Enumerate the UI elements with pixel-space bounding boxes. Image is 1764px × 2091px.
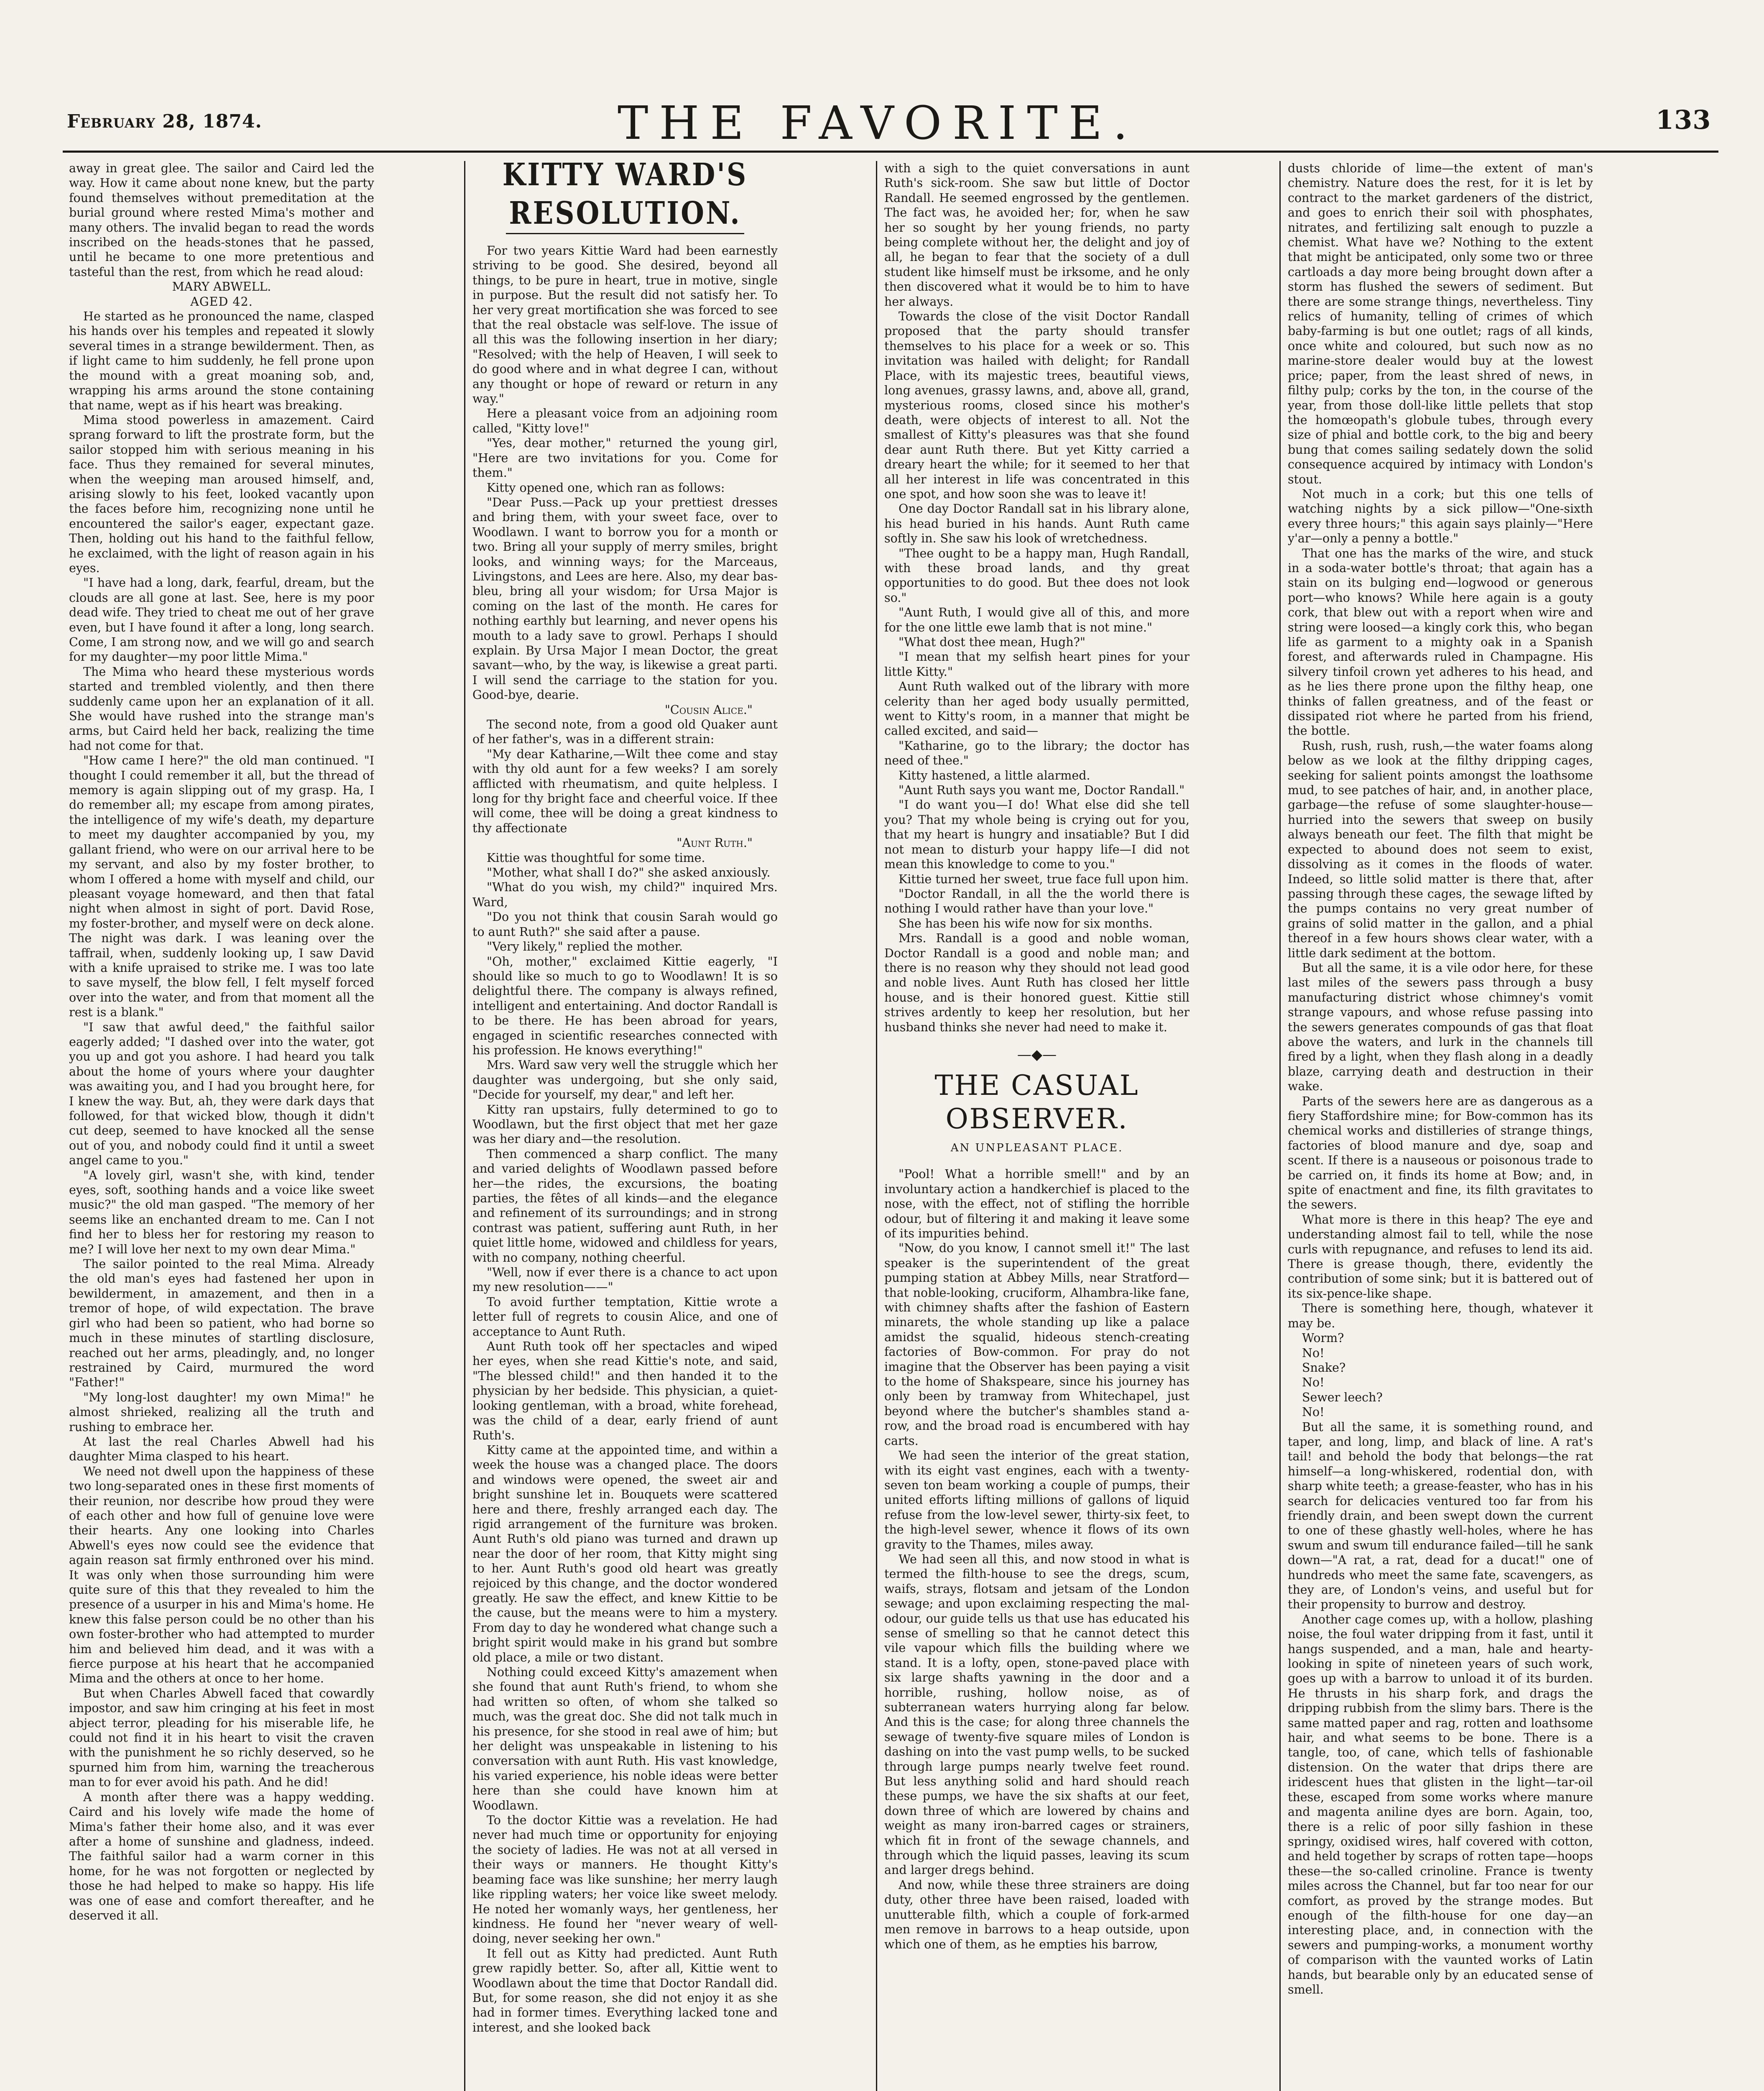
paragraph: "How came I here?" the old man continued. "I thought I could remember it all, but the thread of memory is again slipping out of my grasp. Ha, I do remember all; my escape from among pirates, the intelligence of my wife's death, my departure to meet my daughter accompanied by you, my gallant friend, who were on our arrival here to be my servant, and also by my foster brother, to whom I offered a home with myself and child, our pleasant voyage homeward, and then that fatal night when almost in sight of port. David Rose, my foster-brother, and myself were on deck alone. The night was dark. I was leaning over the taffrail, when, suddenly looking up, I saw David with a knife upraised to strike me. I was too late to save myself, the blow fell, I felt myself forced over into the water, and from that moment all the rest is a blank.": [69, 754, 374, 1020]
dialogue-line: Sewer leech?: [1302, 1390, 1383, 1404]
paragraph: We had seen all this, and now stood in what is termed the filth-house to see the dregs, scum, waifs, strays, flotsam and jetsam of the London sewage; and upon exclaiming respecting the mal-odour, our guide tells us that use has educated his sense of smelling so that he cannot detect this vile vapour which fills the building where we stand. It is a lofty, open, stone-paved place with six large shafts yawning in the door and a horrible, rushing, hollow noise, as of subterranean waters hurrying along far below. And this is the case; for along three channels the sewage of twenty-five square miles of London is dashing on into the vast pump wells, to be sucked through large pumps nearly twelve feet round. But less anything solid and hard should reach these pumps, we have the six shafts at our feet, down three of which are lowered by chains and weight as many iron-barred cages or strainers, which fit in front of the sewage channels, and through which the liquid passes, leaving its scum and larger dregs behind.: [884, 1552, 1190, 1877]
epitaph-name: MARY ABWELL.: [172, 280, 271, 294]
subhead-text: AN UNPLEASANT PLACE.: [950, 1141, 1123, 1154]
story-title: KITTY WARD'S RESOLUTION.: [502, 161, 748, 232]
paragraph: A month after there was a happy wedding. Caird and his lovely wife made the home of Mima's father their home also, and it was ever after a home of sunshine and gladness, indeed. The faithful sailor had a warm corner in this home, for he was not forgotten or neglected by those he had helped to make so happy. His life was one of ease and comfort thereafter, and he deserved it all.: [69, 1790, 374, 1922]
paragraph: Kitty ran upstairs, fully determined to go to Woodlawn, but the first object that met her gaze was her diary and—the resolution.: [472, 1102, 778, 1146]
paragraph: Then commenced a sharp conflict. The many and varied delights of Woodlawn passed before her—the rides, the excursions, the boating parties, the fêtes of all kinds—and the elegance and refinement of its surroundings; and in strong contrast was patient, suffering aunt Ruth, in her quiet little home, widowed and childless for years, with no company, nothing cheerful.: [472, 1147, 778, 1265]
paragraph: What more is there in this heap? The eye and understanding almost fail to tell, while the nose curls with repugnance, and refuses to lend its aid. There is grease though, there, evidently the contribution of some sink; but it is battered out of its six-pence-like shape.: [1288, 1212, 1593, 1301]
column-divider: [464, 161, 465, 2091]
paragraph: "Do you not think that cousin Sarah would go to aunt Ruth?" she said after a pause.: [472, 910, 778, 939]
paragraph: away in great glee. The sailor and Caird led the way. How it came about none knew, but the party found themselves without premeditation at the burial ground where rested Mima's mother and many others. The invalid began to read the words inscribed on the heads-stones that he passed, until he became to one more pretentious and tasteful than the rest, from which he read aloud:: [69, 161, 374, 279]
issue-date: February 28, 1874.: [67, 111, 262, 132]
paragraph: But all the same, it is a vile odor here, for these last miles of the sewers pass through a busy manufacturing district whose chimney's vomit strange vapours, and whose refuse passing into the sewers generates compounds of gas that float above the waters, and lurk in the channels till fired by a light, when they flash along in a deadly blaze, carrying death and destruction in their wake.: [1288, 961, 1593, 1094]
section-ornament: —◆—: [1017, 1046, 1057, 1063]
paragraph: "I mean that my selfish heart pines for your little Kitty.": [884, 650, 1190, 679]
paragraph: Kitty opened one, which ran as follows:: [487, 481, 725, 495]
paragraph: "Thee ought to be a happy man, Hugh Randall, with these broad lands, and thy great opportunities to do good. But thee does not look so.": [884, 546, 1190, 605]
paragraph: Mrs. Ward saw very well the struggle which her daughter was undergoing, but she only said, "Decide for yourself, my dear," and left her.: [472, 1058, 778, 1102]
paragraph: The Mima who heard these mysterious words started and trembled violently, and then there suddenly came upon her an explanation of it all. She would have rushed into the strange man's arms, but Caird held her back, realizing the time had not come for that.: [69, 665, 374, 753]
title-rule: [506, 233, 744, 234]
paragraph: "Aunt Ruth, I would give all of this, and more for the one little ewe lamb that is not mine.": [884, 606, 1190, 634]
column-1: [69, 161, 374, 2091]
paragraph: The second note, from a good old Quaker aunt of her father's, was in a different strain:: [472, 718, 778, 746]
paragraph: "I do want you—I do! What else did she tell you? That my whole being is crying out for you, that my heart is hungry and insatiable? But I did not mean to disturb your happy life—I did not mean this knowledge to come to you.": [884, 798, 1190, 872]
paragraph: But when Charles Abwell faced that cowardly impostor, and saw him cringing at his feet in most abject terror, pleading for his miserable life, he could not find it in his heart to visit the craven with the punishment he so richly deserved, so he spurned him from him, warning the treacherous man to for ever avoid his path. And he did!: [69, 1686, 374, 1789]
paragraph: Aunt Ruth walked out of the library with more celerity than her aged body usually permitted, went to Kitty's room, in a manner that might be called excited, and said—: [884, 680, 1190, 738]
paragraph: "Oh, mother," exclaimed Kittie eagerly, "I should like so much to go to Woodlawn! It is so delightful there. The company is always refined, intelligent and entertaining. And doctor Randall is to be there. He has been abroad for years, engaged in scientific researches connected with his profession. He knows everything!": [472, 954, 778, 1057]
paragraph: "What do you wish, my child?" inquired Mrs. Ward,: [472, 880, 778, 909]
paragraph: At last the real Charles Abwell had his daughter Mima clasped to his heart.: [69, 1434, 374, 1464]
paragraph: "My long-lost daughter! my own Mima!" he almost shrieked, realizing all the truth and rushing to embrace her.: [69, 1390, 374, 1434]
paragraph: "Doctor Randall, in all the the world there is nothing I would rather have than your love.": [884, 887, 1190, 916]
letter-text: "Dear Puss.—Pack up your prettiest dresses and bring them, with your sweet face, over to Woodlawn. I want to borrow you for a month or two. Bring all your supply of merry smiles, bright looks, and winning ways; for the Marceaus, Livingstons, and Lees are here. Also, my dear bas-bleu, bring all your wisdom; for Ursa Major is coming on the last of the month. He cares for nothing earthly but learning, and never opens his mouth to a lady save to growl. Perhaps I should explain. By Ursa Major I mean Doctor, the great savant—who, by the way, is likewise a great parti. I will send the carriage to the station for you. Good-bye, dearie.: [472, 495, 778, 702]
paragraph: "Mother, what shall I do?" she asked anxiously.: [487, 866, 771, 880]
paragraph: "I have had a long, dark, fearful, dream, but the clouds are all gone at last. See, here is my poor dead wife. They tried to cheat me out of her grave even, but I have found it after a long, long search. Come, I am strong now, and we will go and search for my daughter—my poor little Mima.": [69, 576, 374, 664]
paragraph: There is something here, though, whatever it may be.: [1288, 1301, 1593, 1330]
paragraph: "Yes, dear mother," returned the young girl, "Here are two invitations for you. Come for them.": [472, 436, 778, 480]
paragraph: "Now, do you know, I cannot smell it!" The last speaker is the superintendent of the great pumping station at Abbey Mills, near Stratford—that noble-looking, cruciform, Alhambra-like fane, with chimney shafts after the fashion of Eastern minarets, the whole standing up like a palace amidst the squalid, hideous stench-creating factories of Bow-common. For pray do not imagine that the Observer has been paying a visit to the home of Shakspeare, since his journey has only been by tramway from Whitechapel, just beyond where the butcher's shambles stand a-row, and the broad road is encumbered with hay carts.: [884, 1241, 1190, 1448]
paragraph: Kitty hastened, a little alarmed.: [899, 768, 1090, 782]
paragraph: Rush, rush, rush, rush,—the water foams along below as we look at the filthy dripping cages, seeking for salient points amongst the loathsome mud, to see patches of hair, and, in another place, garbage—the refuse of some slaughter-house—hurried into the sewers that sweep on busily always beneath our feet. The filth that might be expected to abound does not seem to exist, dissolving as it comes in the floods of water. Indeed, so little solid matter is there that, after passing through these cages, the sewage lifted by the pumps contains no very great number of grains of solid matter in the gallon, and a phial thereof in a few hours shows clear water, with a little dark sediment at the bottom.: [1288, 739, 1593, 960]
masthead-title: THE FAVORITE.: [618, 96, 1139, 150]
paragraph: Kittie was thoughtful for some time.: [487, 851, 705, 865]
paragraph: Nothing could exceed Kitty's amazement when she found that aunt Ruth's friend, to whom she had written so often, of whom she talked so much, was the great doc. She did not talk much in his presence, for she stood in real awe of him; but her delight was unspeakable in listening to his conversation with aunt Ruth. His vast knowledge, his varied experience, his noble ideas were better here than she could have known him at Woodlawn.: [472, 1665, 778, 1812]
epitaph-age: AGED 42.: [190, 294, 253, 309]
column-3: [884, 161, 1190, 2091]
paragraph: It fell out as Kitty had predicted. Aunt Ruth grew rapidly better. So, after all, Kittie went to Woodlawn about the time that Doctor Randall did. But, for some reason, she did not enjoy it as she had in former times. Everything lacked tone and interest, and she looked back: [472, 1946, 778, 2035]
column-divider: [876, 161, 877, 2091]
paragraph: "Very likely," replied the mother.: [487, 940, 683, 954]
paragraph: And now, while these three strainers are doing duty, other three have been raised, loaded with unutterable filth, which a couple of fork-armed men remove in barrows to a heap outside, upon which one of them, as he empties his barrow,: [884, 1878, 1190, 1951]
paragraph: Another cage comes up, with a hollow, plashing noise, the foul water dripping from it fast, until it hangs suspended, and a man, hale and hearty-looking in spite of nineteen years of such work, goes up with a barrow to unload it of its burden. He thrusts in his sharp fork, and drags the dripping rubbish from the slimy bars. There is the same matted paper and rag, rotten and loathsome hair, and what seems to be bone. There is a tangle, too, of cane, which tells of fashionable distension. On the water that drips there are iridescent hues that glisten in the light—tar-oil these, escaped from some works where manure and magenta aniline dyes are born. Again, too, there is a relic of poor silly fashion in these springy, oxidised wires, half covered with cotton, and held together by scraps of rotten tape—hoops these—the so-called crinoline. France is twenty miles across the Channel, but far too near for our comfort, as proved by the strange modes. But enough of the filth-house for one day—an interesting place, and, in connection with the sewers and pumping-works, a monument worthy of comparison with the vaunted works of Latin hands, but bearable only by an educated sense of smell.: [1288, 1612, 1593, 1996]
dialogue-line: Snake?: [1302, 1360, 1346, 1375]
paragraph: That one has the marks of the wire, and stuck in a soda-water bottle's throat; that again has a stain on its bulging end—logwood or generous port—who knows? While here again is a gouty cork, that blew out with a report when wire and string were loosed—a kingly cork this, who began life as garment to a mighty oak in a Spanish forest, and afterwards ruled in Champagne. His silvery tinfoil crown yet adheres to his head, and as he lies there prone upon the filthy heap, one thinks of fallen greatness, and of the feast or dissipated riot where he parted from his friend, the bottle.: [1288, 546, 1593, 738]
paragraph: He started as he pronounced the name, clasped his hands over his temples and repeated it slowly several times in a strange bewilderment. Then, as if light came to him suddenly, he fell prone upon the mound with a great moaning sob, and, wrapping his arms around the stone containing that name, wept as if his heart was breaking.: [69, 309, 374, 412]
section-subhead: [884, 1141, 1190, 1156]
paragraph: Towards the close of the visit Doctor Randall proposed that the party should transfer themselves to his place for a week or so. This invitation was hailed with delight; for Randall Place, with its majestic trees, beautiful views, long avenues, grassy lawns, and, above all, grand, mysterious rooms, closed since his mother's death, were objects of interest to all. Not the smallest of Kitty's pleasures was that she found dear aunt Ruth there. But yet Kitty carried a dreary heart the while; for it seemed to her that all her interest in life was concentrated in this one spot, and how soon she was to leave it!: [884, 309, 1190, 501]
paragraph: To avoid further temptation, Kittie wrote a letter full of regrets to cousin Alice, and one of acceptance to Aunt Ruth.: [472, 1295, 778, 1339]
paragraph: Kittie turned her sweet, true face full upon him.: [899, 872, 1189, 886]
paragraph: "Katharine, go to the library; the doctor has need of thee.": [884, 739, 1190, 768]
paragraph: She has been his wife now for six months.: [899, 916, 1153, 930]
dialogue-line: Worm?: [1302, 1331, 1344, 1345]
dialogue-line: No!: [1302, 1405, 1325, 1419]
paragraph: "A lovely girl, wasn't she, with kind, tender eyes, soft, soothing hands and a voice like sweet music?" the old man gasped. "The memory of her seems like an enchanted dream to me. Can I not find her to bless her for restoring my reason to me? I will love her next to my own dear Mima.": [69, 1168, 374, 1256]
paragraph: Not much in a cork; but this one tells of watching nights by a sick pillow—"One-sixth every three hours;" this again says plainly—"Here y'ar—only a penny a bottle.": [1288, 487, 1593, 546]
paragraph: We need not dwell upon the happiness of these two long-separated ones in these first moments of their reunion, nor describe how proud they were of each other and how full of genuine love were their hearts. Any one looking into Charles Abwell's eyes now could see the evidence that again reason sat firmly enthroned over his mind. It was only when those surrounding him were quite sure of this that they revealed to him the presence of a usurper in his and Mima's home. He knew this false person could be no other than his own foster-brother who had attempted to murder him and believed him dead, and it was with a fierce purpose at his heart that he accompanied Mima and the others at once to her home.: [69, 1464, 374, 1686]
paragraph: But all the same, it is something round, and taper, and long, limp, and black of line. A rat's tail! and behold the body that belongs—the rat himself—a long-whiskered, rodential don, with sharp white teeth; a grease-feaster, who has in his search for delicacies ventured too far from his friendly drain, and been swept down the current to one of these ghastly well-holes, where he has swum and swum till endurance failed—till he sank down—"A rat, a rat, dead for a ducat!" one of hundreds who meet the same fate, scavengers, as they are, of London's veins, and useful but for their propensity to burrow and destroy.: [1288, 1420, 1593, 1612]
paragraph: One day Doctor Randall sat in his library alone, his head buried in his hands. Aunt Ruth came softly in. She saw his look of wretchedness.: [884, 502, 1190, 546]
masthead-rule: [63, 151, 1718, 153]
paragraph: Kitty came at the appointed time, and within a week the house was a changed place. The doors and windows were opened, the sweet air and bright sunshine let in. Bouquets were scattered here and there, freshly arranged each day. The rigid arrangement of the furniture was broken. Aunt Ruth's old piano was turned and drawn up near the door of her room, that Kitty might sing to her. Aunt Ruth's good old heart was greatly rejoiced by this change, and the doctor wondered greatly. He saw the effect, and knew Kittie to be the cause, but the means were to him a mystery. From day to day he wondered what change such a bright spirit would make in his grand but sombre old place, a mile or two distant.: [472, 1443, 778, 1664]
paragraph: with a sigh to the quiet conversations in aunt Ruth's sick-room. She saw but little of Doctor Randall. He seemed engrossed by the gentlemen. The fact was, he avoided her; for, when he saw her so sought by her young friends, no party being complete without her, the delight and joy of all, he began to fear that the society of a dull student like himself must be irksome, and he only then discovered what it would be to him to have her always.: [884, 161, 1190, 309]
paragraph: dusts chloride of lime—the extent of man's chemistry. Nature does the rest, for it is let by contract to the market gardeners of the district, and goes to enrich their soil with phosphates, nitrates, and fertilizing salt enough to puzzle a chemist. What have we? Nothing to the extent that might be anticipated, only some two or three cartloads a day more being brought down after a storm has flushed the sewers of sediment. But there are some strange things, nevertheless. Tiny relics of humanity, telling of crimes of which baby-farming is but one outlet; rags of all kinds, once white and coloured, but such now as no marine-store dealer would buy at the lowest price; paper, from the least shred of news, in filthy pulp; corks by the ton, in the course of the year, from those doll-like little pellets that stop the homœopath's globule tubes, through every size of phial and bottle cork, to the big and beery bung that comes sailing sedately down the solid consequence acquired by intimacy with London's stout.: [1288, 161, 1593, 486]
paragraph: To the doctor Kittie was a revelation. He had never had much time or opportunity for enjoying the society of ladies. He was not at all versed in their ways or manners. He thought Kitty's beaming face was like sunshine; her merry laugh like rippling waters; her voice like sweet melody. He noted her womanly ways, her gentleness, her kindness. He found her "never weary of well-doing, never seeking her own.": [472, 1813, 778, 1946]
paragraph: Parts of the sewers here are as dangerous as a fiery Staffordshire mine; for Bow-common has its chemical works and distilleries of strange things, factories of blood manure and dye, soap and scent. If there is a nauseous or poisonous trade to be carried on, it finds its home at Bow; and, in spite of enactment and fine, its filth gravitates to the sewers.: [1288, 1094, 1593, 1212]
letter-signature: "Cousin Alice.": [664, 703, 753, 717]
paragraph: Mrs. Randall is a good and noble woman, Doctor Randall is a good and noble man; and there is no reason why they should not lead good and noble lives. Aunt Ruth has closed her little house, and is their honored guest. Kittie still strives ardently to keep her resolution, but her husband thinks she never had need to make it.: [884, 931, 1190, 1034]
column-divider: [1279, 161, 1281, 2091]
paragraph: For two years Kittie Ward had been earnestly striving to be good. She desired, beyond all things, to be pure in heart, true in motive, single in purpose. But the result did not satisfy her. To her very great mortification she was forced to see that the real obstacle was self-love. The issue of all this was the following insertion in her diary; "Resolved; with the help of Heaven, I will seek to do good where and in what degree I can, without any thought or hope of reward or return in any way.": [472, 244, 778, 406]
paragraph: "What dost thee mean, Hugh?": [899, 635, 1085, 649]
paragraph: "I saw that awful deed," the faithful sailor eagerly added; "I dashed over into the water, got you up and got you ashore. I had heard you talk about the home of yours where your daughter was awaiting you, and I had you brought here, for I knew the way. But, ah, they were dark days that followed, for that wicked blow, though it didn't cut deep, seemed to have knocked all the sense out of you, and nobody could find it until a sweet angel came to you.": [69, 1020, 374, 1168]
paragraph: "Pool! What a horrible smell!" and by an involuntary action a handkerchief is placed to the nose, with the effect, not of stifling the horrible odour, but of filtering it and making it leave some of its impurities behind.: [884, 1167, 1190, 1240]
paragraph: "Well, now if ever there is a chance to act upon my new resolution——": [472, 1265, 778, 1294]
dialogue-line: No!: [1302, 1375, 1325, 1390]
letter-text: "My dear Katharine,—Wilt thee come and stay with thy old aunt for a few weeks? I am sorely afflicted with rheumatism, and quite helpless. I long for thy bright face and cheerful voice. If thee will come, thee will be doing a great kindness to thy affectionate: [472, 747, 778, 835]
paragraph: Aunt Ruth took off her spectacles and wiped her eyes, when she read Kittie's note, and said, "The blessed child!" and then handed it to the physician by her bedside. This physician, a quiet-looking gentleman, with a broad, white forehead, was the child of a dear, early friend of aunt Ruth's.: [472, 1339, 778, 1442]
paragraph: "Aunt Ruth says you want me, Doctor Randall.": [899, 783, 1185, 798]
column-2: [472, 161, 778, 2091]
column-4: [1288, 161, 1593, 2091]
paragraph: Mima stood powerless in amazement. Caird sprang forward to lift the prostrate form, but the sailor stopped him with serious meaning in his face. Thus they remained for several minutes, when the weeping man aroused himself, and, arising slowly to his feet, looked vacantly upon the faces before him, recognizing none until he encountered the sailor's eager, expectant gaze. Then, holding out his hand to the faithful fellow, he exclaimed, with the light of reason again in his eyes.: [69, 413, 374, 575]
paragraph: The sailor pointed to the real Mima. Already the old man's eyes had fastened her upon in bewilderment, in amazement, and then in a tremor of hope, of wild expectation. The brave girl who had been so patient, who had borne so much in these minutes of startling disclosure, reached out her arms, pleadingly, and, no longer restrained by Caird, murmured the word "Father!": [69, 1257, 374, 1390]
dialogue-line: No!: [1302, 1346, 1325, 1360]
letter-signature: "Aunt Ruth.": [676, 836, 753, 850]
section-title: THE CASUAL OBSERVER.: [934, 1069, 1139, 1135]
paragraph: We had seen the interior of the great station, with its eight vast engines, each with a twenty-seven ton beam working a couple of pumps, their united efforts lifting millions of gallons of liquid refuse from the low-level sewer, thirty-six feet, to the high-level sewer, whence it flows of its own gravity to the Thames, miles away.: [884, 1449, 1190, 1552]
page-number: 133: [1656, 105, 1711, 135]
paragraph: Here a pleasant voice from an adjoining room called, "Kitty love!": [472, 406, 778, 435]
